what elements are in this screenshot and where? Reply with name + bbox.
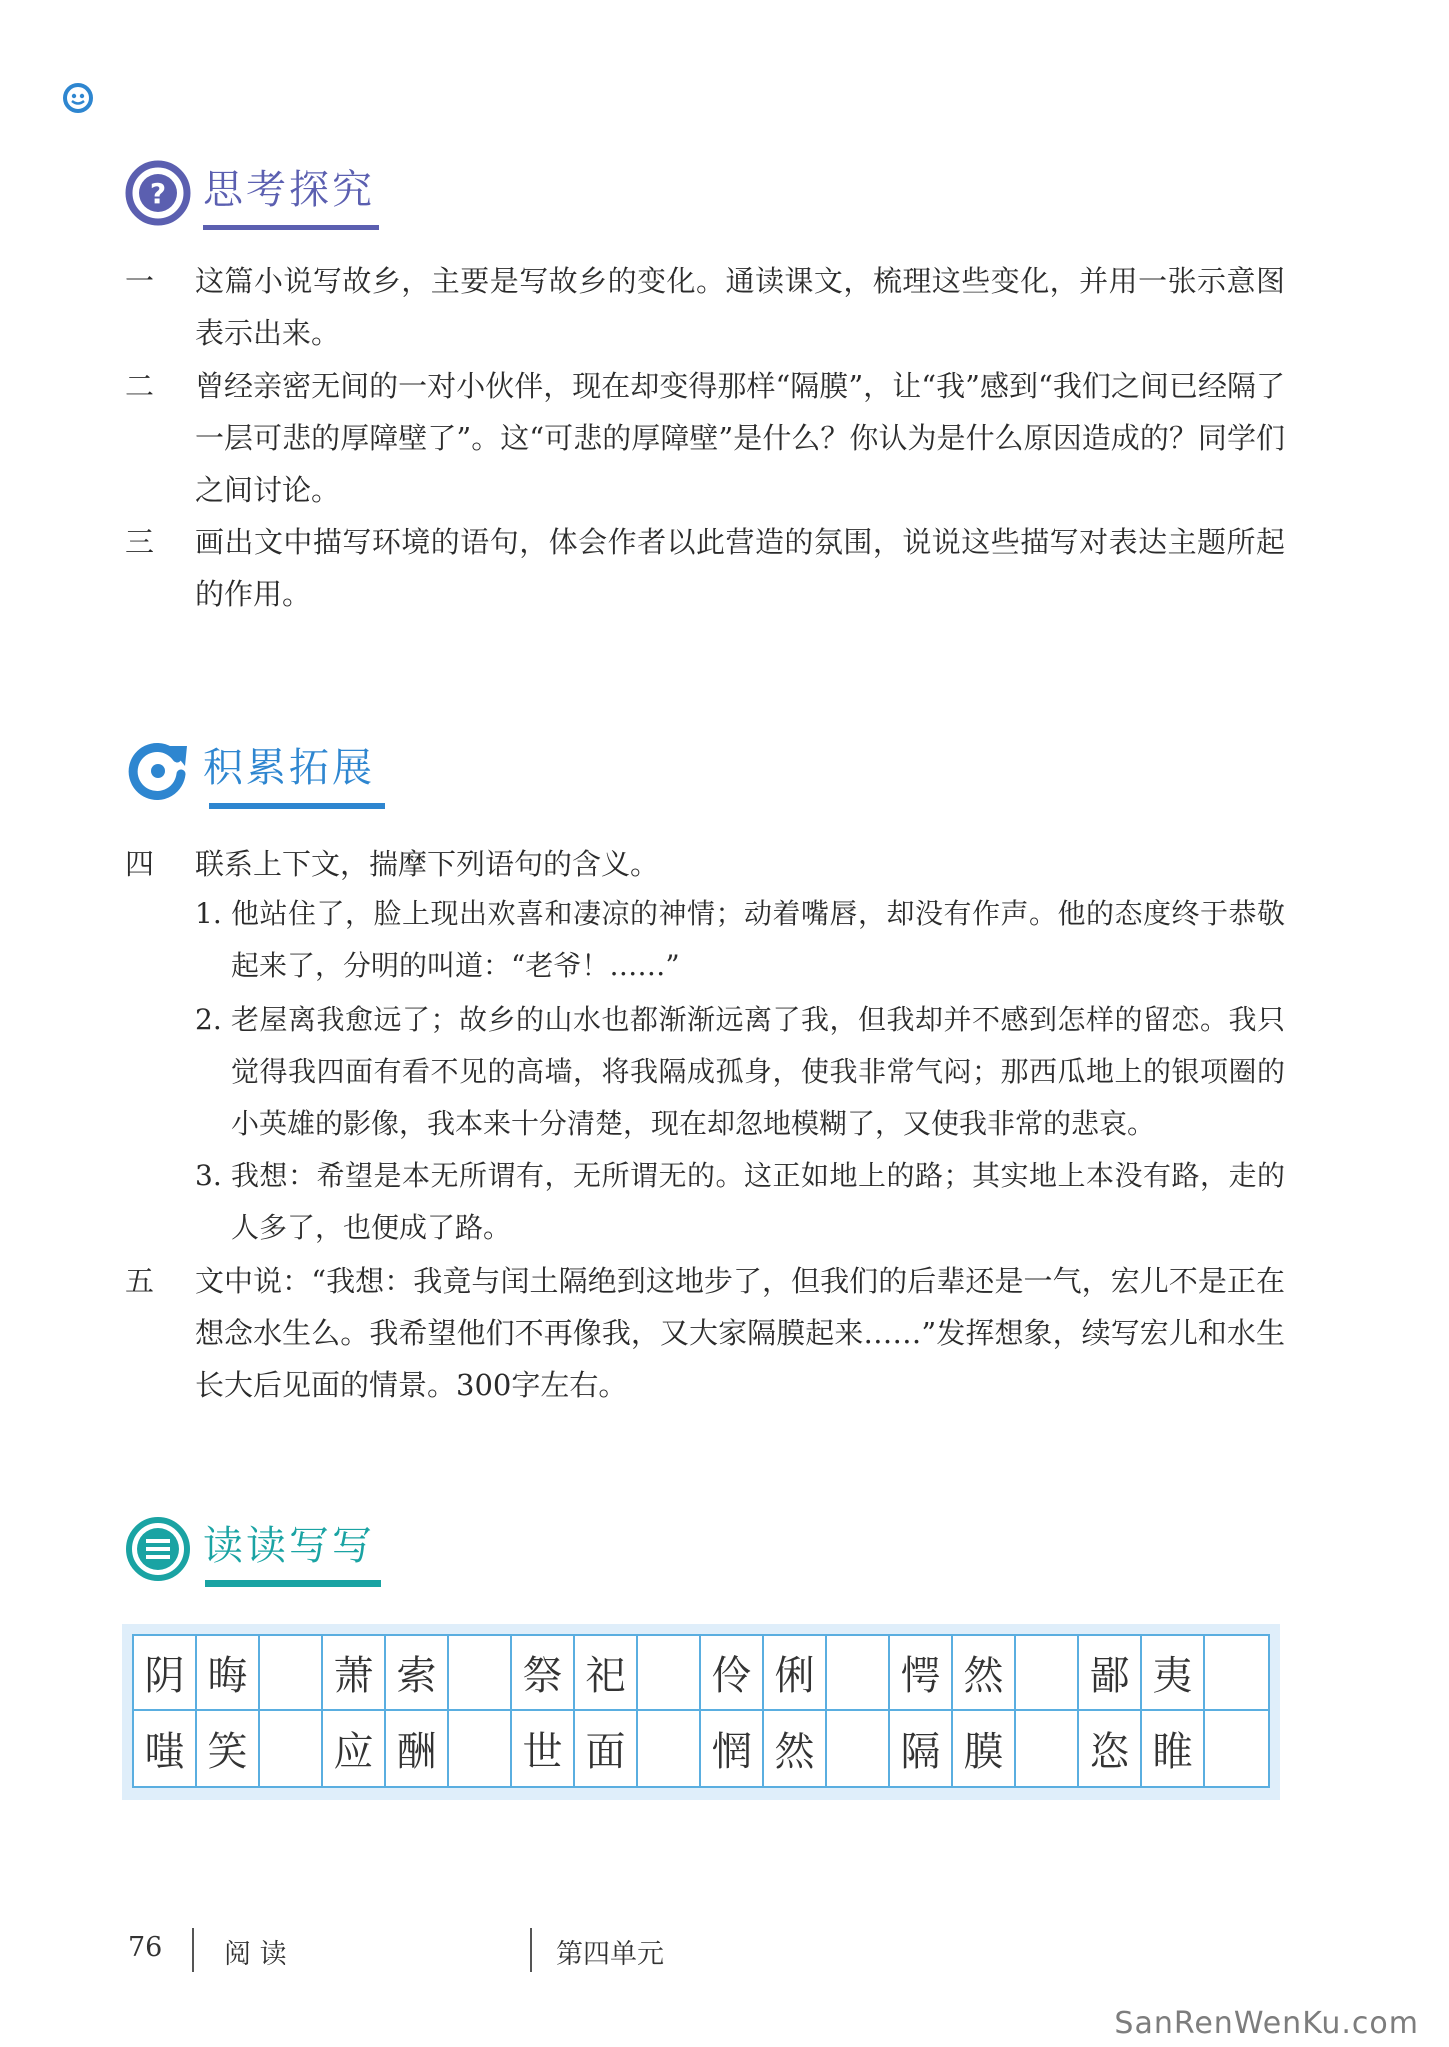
grid-spacer-cell (1016, 1711, 1079, 1786)
title-underline (205, 1578, 381, 1588)
svg-text:?: ? (149, 177, 167, 210)
item-text: 我想：希望是本无所谓有，无所谓无的。这正如地上的路；其实地上本没有路，走的人多了，也便成了路。 (231, 1159, 1285, 1244)
item-number: 3. (195, 1159, 222, 1192)
question-4 (125, 838, 1285, 890)
grid-character-cell: 应 (323, 1711, 386, 1786)
title-underline (203, 222, 379, 232)
item-number: 2. (195, 1003, 222, 1036)
grid-spacer-cell (827, 1711, 890, 1786)
grid-spacer-cell (827, 1636, 890, 1711)
question-text: 这篇小说写故乡，主要是写故乡的变化。通读课文，梳理这些变化，并用一张示意图表示出来。 (195, 264, 1285, 350)
character-table (132, 1634, 1270, 1788)
grid-spacer-cell (260, 1636, 323, 1711)
grid-character-cell: 世 (512, 1711, 575, 1786)
section-title: 积累拓展 (203, 745, 375, 791)
grid-spacer-cell (1016, 1636, 1079, 1711)
grid-spacer-cell (449, 1636, 512, 1711)
smiley-icon (62, 82, 94, 114)
question-icon (125, 160, 191, 226)
character-grid (122, 1624, 1280, 1800)
question-5 (125, 1255, 1285, 1411)
item-number: 1. (195, 897, 222, 930)
question-text: 画出文中描写环境的语句，体会作者以此营造的氛围，说说这些描写对表达主题所起的作用。 (195, 525, 1285, 611)
grid-spacer-cell (449, 1711, 512, 1786)
title-underline (209, 800, 385, 810)
grid-spacer-cell (260, 1711, 323, 1786)
grid-character-cell: 祀 (575, 1636, 638, 1711)
grid-character-cell: 惘 (701, 1711, 764, 1786)
grid-character-cell: 索 (386, 1636, 449, 1711)
grid-character-cell: 嗤 (134, 1711, 197, 1786)
question-text: 曾经亲密无间的一对小伙伴，现在却变得那样“隔膜”，让“我”感到“我们之间已经隔了一层可悲的厚障壁了”。这“可悲的厚障壁”是什么？你认为是什么原因造成的？同学们之间讨论。 (195, 369, 1285, 507)
grid-spacer-cell (638, 1711, 701, 1786)
section-header-read-write (125, 1516, 525, 1636)
question-number: 二 (125, 369, 155, 403)
item-text: 他站住了，脸上现出欢喜和凄凉的神情；动着嘴唇，却没有作声。他的态度终于恭敬起来了，分明的叫道：“老爷！……” (231, 897, 1285, 982)
footer-section-label: 阅 读 (224, 1939, 287, 1970)
question-3 (125, 516, 1285, 620)
grid-character-cell: 伶 (701, 1636, 764, 1711)
question-number: 五 (125, 1264, 155, 1298)
page-number: 76 (128, 1932, 163, 1963)
grid-character-cell: 膜 (953, 1711, 1016, 1786)
footer-divider (192, 1928, 194, 1972)
question-number: 四 (125, 847, 155, 881)
footer-unit-label: 第四单元 (556, 1939, 664, 1970)
grid-character-cell: 恣 (1079, 1711, 1142, 1786)
question-text: 联系上下文，揣摩下列语句的含义。 (195, 847, 660, 881)
grid-character-cell: 晦 (197, 1636, 260, 1711)
section-title: 思考探究 (203, 167, 375, 213)
watermark: SanRenWenKu.com (1114, 2006, 1419, 2041)
grid-character-cell: 睢 (1142, 1711, 1205, 1786)
grid-spacer-cell (1205, 1711, 1268, 1786)
sub-item-2 (195, 994, 1285, 1150)
footer-divider (530, 1928, 532, 1972)
grid-character-cell: 俐 (764, 1636, 827, 1711)
grid-character-cell: 然 (764, 1711, 827, 1786)
grid-character-cell: 鄙 (1079, 1636, 1142, 1711)
grid-spacer-cell (1205, 1636, 1268, 1711)
question-number: 三 (125, 525, 155, 559)
grid-character-cell: 祭 (512, 1636, 575, 1711)
refresh-arrow-icon (125, 738, 191, 804)
grid-character-cell: 夷 (1142, 1636, 1205, 1711)
grid-character-cell: 隔 (890, 1711, 953, 1786)
question-text: 文中说：“我想：我竟与闰土隔绝到这地步了，但我们的后辈还是一气，宏儿不是正在想念水生么。我希望他们不再像我，又大家隔膜起来……”发挥想象，续写宏儿和水生长大后见面的情景。300字左右。 (195, 1264, 1285, 1402)
grid-character-cell: 面 (575, 1711, 638, 1786)
item-text: 老屋离我愈远了；故乡的山水也都渐渐远离了我，但我却并不感到怎样的留恋。我只觉得我四面有看不见的高墙，将我隔成孤身，使我非常气闷；那西瓜地上的银项圈的小英雄的影像，我本来十分清楚，现在却忽地模糊了，又使我非常的悲哀。 (231, 1003, 1285, 1140)
grid-spacer-cell (638, 1636, 701, 1711)
question-1 (125, 255, 1285, 359)
question-2 (125, 360, 1285, 516)
grid-character-cell: 然 (953, 1636, 1016, 1711)
sub-item-1 (195, 888, 1285, 992)
section-title: 读读写写 (203, 1523, 375, 1569)
sub-item-3 (195, 1150, 1285, 1254)
grid-character-cell: 萧 (323, 1636, 386, 1711)
grid-character-cell: 愕 (890, 1636, 953, 1711)
grid-character-cell: 笑 (197, 1711, 260, 1786)
question-number: 一 (125, 264, 155, 298)
list-lines-icon (125, 1516, 191, 1582)
grid-character-cell: 阴 (134, 1636, 197, 1711)
grid-character-cell: 酬 (386, 1711, 449, 1786)
